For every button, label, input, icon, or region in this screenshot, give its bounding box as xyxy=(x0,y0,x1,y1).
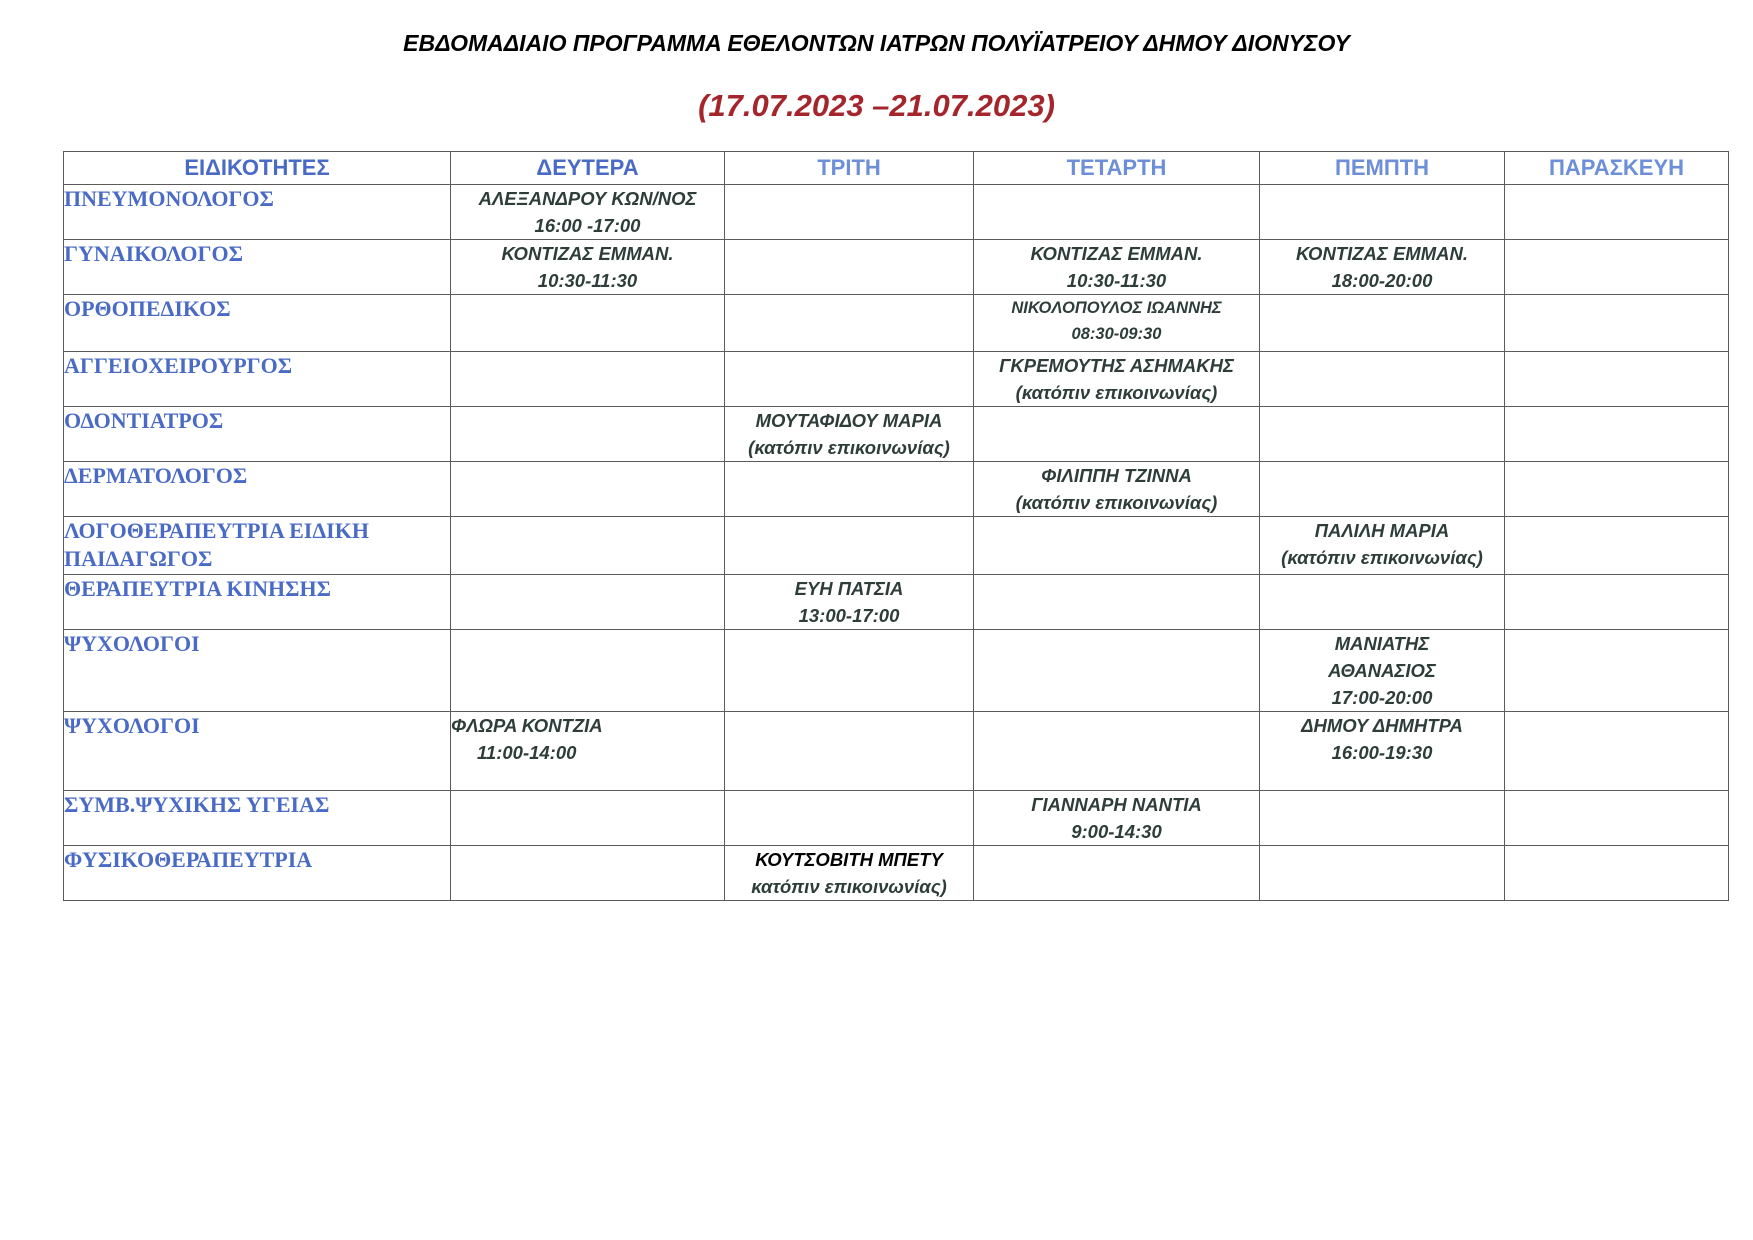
specialty-cell xyxy=(64,462,451,517)
thursday-cell xyxy=(1260,352,1505,407)
doctor-name: ΚΟΥΤΣΟΒΙΤΗ ΜΠΕΤΥ xyxy=(755,849,943,870)
tuesday-cell xyxy=(725,462,974,517)
header-wednesday: ΤΕΤΑΡΤΗ xyxy=(974,152,1260,185)
appointment-note: (κατόπιν επικοινωνίας) xyxy=(1015,492,1218,513)
tuesday-cell xyxy=(725,575,974,630)
specialty-label: ΛΟΓΟΘΕΡΑΠΕΥΤΡΙΑ xyxy=(64,518,284,543)
wednesday-cell xyxy=(974,575,1260,630)
thursday-cell xyxy=(1260,517,1505,575)
monday-cell xyxy=(451,712,725,791)
table-row xyxy=(64,630,1729,712)
thursday-cell xyxy=(1260,630,1505,712)
specialty-label: ΟΡΘΟΠΕΔΙΚΟΣ xyxy=(64,296,231,321)
wednesday-cell xyxy=(974,791,1260,846)
specialty-label: ΟΔΟΝΤΙΑΤΡΟΣ xyxy=(64,408,224,433)
specialty-cell xyxy=(64,575,451,630)
monday-cell xyxy=(451,185,725,240)
time-slot: 08:30-09:30 xyxy=(1071,325,1162,343)
weekly-schedule-table xyxy=(63,151,1729,901)
table-row xyxy=(64,352,1729,407)
wednesday-cell xyxy=(974,295,1260,352)
doctor-name: ΕΥΗ ΠΑΤΣΙΑ xyxy=(794,578,904,599)
doctor-name: ΚΟΝΤΙΖΑΣ ΕΜΜΑΝ. xyxy=(1030,243,1203,264)
specialty-cell xyxy=(64,630,451,712)
header-specialties: ΕΙΔΙΚΟΤΗΤΕΣ xyxy=(64,152,451,185)
appointment-note: (κατόπιν επικοινωνίας) xyxy=(1015,382,1218,403)
doctor-name: ΜΟΥΤΑΦΙΔΟΥ ΜΑΡΙΑ xyxy=(755,410,943,431)
specialty-cell xyxy=(64,240,451,295)
tuesday-cell xyxy=(725,846,974,901)
friday-cell xyxy=(1505,791,1729,846)
specialty-label: ΦΥΣΙΚΟΘΕΡΑΠΕΥΤΡΙΑ xyxy=(64,847,313,872)
table-row xyxy=(64,846,1729,901)
table-row xyxy=(64,517,1729,575)
friday-cell xyxy=(1505,240,1729,295)
time-slot: 9:00-14:30 xyxy=(1071,821,1162,842)
document-title: ΕΒΔΟΜΑΔΙΑΙΟ ΠΡΟΓΡΑΜΜΑ ΕΘΕΛΟΝΤΩΝ ΙΑΤΡΩΝ ΠΟΛΥΪΑΤΡΕΙΟΥ ΔΗΜΟΥ ΔΙΟΝΥΣΟΥ xyxy=(403,30,1350,56)
specialty-label: ΕΙΔΙΚΗ ΠΑΙΔΑΓΩΓΟΣ xyxy=(64,518,369,571)
specialty-cell xyxy=(64,517,451,575)
monday-cell xyxy=(451,462,725,517)
friday-cell xyxy=(1505,630,1729,712)
friday-cell xyxy=(1505,295,1729,352)
monday-cell xyxy=(451,846,725,901)
doctor-name: ΠΑΛΙΛΗ ΜΑΡΙΑ xyxy=(1314,520,1450,541)
doctor-name: ΜΑΝΙΑΤΗΣ xyxy=(1334,633,1430,654)
doctor-name: ΓΚΡΕΜΟΥΤΗΣ ΑΣΗΜΑΚΗΣ xyxy=(999,355,1234,376)
specialty-cell xyxy=(64,712,451,791)
friday-cell xyxy=(1505,712,1729,791)
table-row xyxy=(64,240,1729,295)
tuesday-cell xyxy=(725,517,974,575)
appointment-note: (κατόπιν επικοινωνίας) xyxy=(748,437,950,458)
specialty-label: ΨΥΧΟΛΟΓΟΙ xyxy=(64,713,200,738)
thursday-cell xyxy=(1260,295,1505,352)
tuesday-cell xyxy=(725,407,974,462)
thursday-cell xyxy=(1260,185,1505,240)
specialty-label: ΠΝΕΥΜΟΝΟΛΟΓΟΣ xyxy=(64,186,274,211)
date-range: (17.07.2023 –21.07.2023) xyxy=(698,88,1055,123)
specialty-cell xyxy=(64,407,451,462)
time-slot: 11:00-14:00 xyxy=(477,742,577,763)
table-row xyxy=(64,295,1729,352)
time-slot: 13:00-17:00 xyxy=(798,605,900,626)
wednesday-cell xyxy=(974,517,1260,575)
thursday-cell xyxy=(1260,846,1505,901)
specialty-label: ΔΕΡΜΑΤΟΛΟΓΟΣ xyxy=(64,463,248,488)
table-row xyxy=(64,575,1729,630)
thursday-cell xyxy=(1260,407,1505,462)
doctor-name: ΚΟΝΤΙΖΑΣ ΕΜΜΑΝ. xyxy=(1296,243,1468,264)
monday-cell xyxy=(451,407,725,462)
specialty-cell xyxy=(64,185,451,240)
tuesday-cell xyxy=(725,352,974,407)
wednesday-cell xyxy=(974,240,1260,295)
wednesday-cell xyxy=(974,185,1260,240)
thursday-cell xyxy=(1260,462,1505,517)
tuesday-cell xyxy=(725,295,974,352)
thursday-cell xyxy=(1260,712,1505,791)
doctor-name: ΦΛΩΡΑ ΚΟΝΤΖΙΑ xyxy=(451,715,603,736)
time-slot: 16:00-19:30 xyxy=(1331,742,1433,763)
table-row xyxy=(64,462,1729,517)
monday-cell xyxy=(451,575,725,630)
tuesday-cell xyxy=(725,791,974,846)
specialty-cell xyxy=(64,352,451,407)
monday-cell xyxy=(451,517,725,575)
thursday-cell xyxy=(1260,240,1505,295)
friday-cell xyxy=(1505,575,1729,630)
wednesday-cell xyxy=(974,630,1260,712)
friday-cell xyxy=(1505,185,1729,240)
header-tuesday: ΤΡΙΤΗ xyxy=(725,152,974,185)
friday-cell xyxy=(1505,352,1729,407)
tuesday-cell xyxy=(725,712,974,791)
tuesday-cell xyxy=(725,185,974,240)
doctor-name: ΚΟΝΤΙΖΑΣ ΕΜΜΑΝ. xyxy=(501,243,674,264)
table-row xyxy=(64,791,1729,846)
monday-cell xyxy=(451,352,725,407)
wednesday-cell xyxy=(974,352,1260,407)
wednesday-cell xyxy=(974,846,1260,901)
header-friday: ΠΑΡΑΣΚΕΥΗ xyxy=(1505,152,1729,185)
time-slot: 16:00 -17:00 xyxy=(534,215,641,236)
specialty-cell xyxy=(64,295,451,352)
wednesday-cell xyxy=(974,712,1260,791)
doctor-name: ΦΙΛΙΠΠΗ ΤΖΙΝΝΑ xyxy=(1041,465,1192,486)
specialty-label: ΨΥΧΟΛΟΓΟΙ xyxy=(64,631,200,656)
specialty-label: ΣΥΜΒ.ΨΥΧΙΚΗΣ ΥΓΕΙΑΣ xyxy=(64,792,330,817)
specialty-label: ΑΓΓΕΙΟΧΕΙΡΟΥΡΓΟΣ xyxy=(64,353,293,378)
monday-cell xyxy=(451,295,725,352)
doctor-name: ΑΛΕΞΑΝΔΡΟΥ ΚΩΝ/ΝΟΣ xyxy=(478,188,697,209)
appointment-note: (κατόπιν επικοινωνίας) xyxy=(1281,547,1483,568)
time-slot: 18:00-20:00 xyxy=(1331,270,1433,291)
wednesday-cell xyxy=(974,407,1260,462)
table-row xyxy=(64,407,1729,462)
specialty-cell xyxy=(64,791,451,846)
appointment-note: κατόπιν επικοινωνίας) xyxy=(751,876,947,897)
monday-cell xyxy=(451,630,725,712)
monday-cell xyxy=(451,240,725,295)
monday-cell xyxy=(451,791,725,846)
friday-cell xyxy=(1505,407,1729,462)
doctor-name: ΔΗΜΟΥ ΔΗΜΗΤΡΑ xyxy=(1301,715,1463,736)
friday-cell xyxy=(1505,517,1729,575)
time-slot: 10:30-11:30 xyxy=(537,270,638,291)
wednesday-cell xyxy=(974,462,1260,517)
time-slot: 17:00-20:00 xyxy=(1331,687,1433,708)
table-row xyxy=(64,712,1729,791)
time-slot: 10:30-11:30 xyxy=(1066,270,1167,291)
doctor-name: ΑΘΑΝΑΣΙΟΣ xyxy=(1328,660,1436,681)
specialty-label: ΘΕΡΑΠΕΥΤΡΙΑ ΚΙΝΗΣΗΣ xyxy=(64,576,331,601)
specialty-cell xyxy=(64,846,451,901)
specialty-label: ΓΥΝΑΙΚΟΛΟΓΟΣ xyxy=(64,241,243,266)
header-thursday: ΠΕΜΠΤΗ xyxy=(1260,152,1505,185)
header-row xyxy=(64,152,1729,185)
header-monday: ΔΕΥΤΕΡΑ xyxy=(451,152,725,185)
thursday-cell xyxy=(1260,575,1505,630)
doctor-name: ΓΙΑΝΝΑΡΗ ΝΑΝΤΙΑ xyxy=(1031,794,1202,815)
tuesday-cell xyxy=(725,630,974,712)
thursday-cell xyxy=(1260,791,1505,846)
table-row xyxy=(64,185,1729,240)
friday-cell xyxy=(1505,846,1729,901)
tuesday-cell xyxy=(725,240,974,295)
doctor-name: ΝΙΚΟΛΟΠΟΥΛΟΣ ΙΩΑΝΝΗΣ xyxy=(1011,299,1222,317)
friday-cell xyxy=(1505,462,1729,517)
